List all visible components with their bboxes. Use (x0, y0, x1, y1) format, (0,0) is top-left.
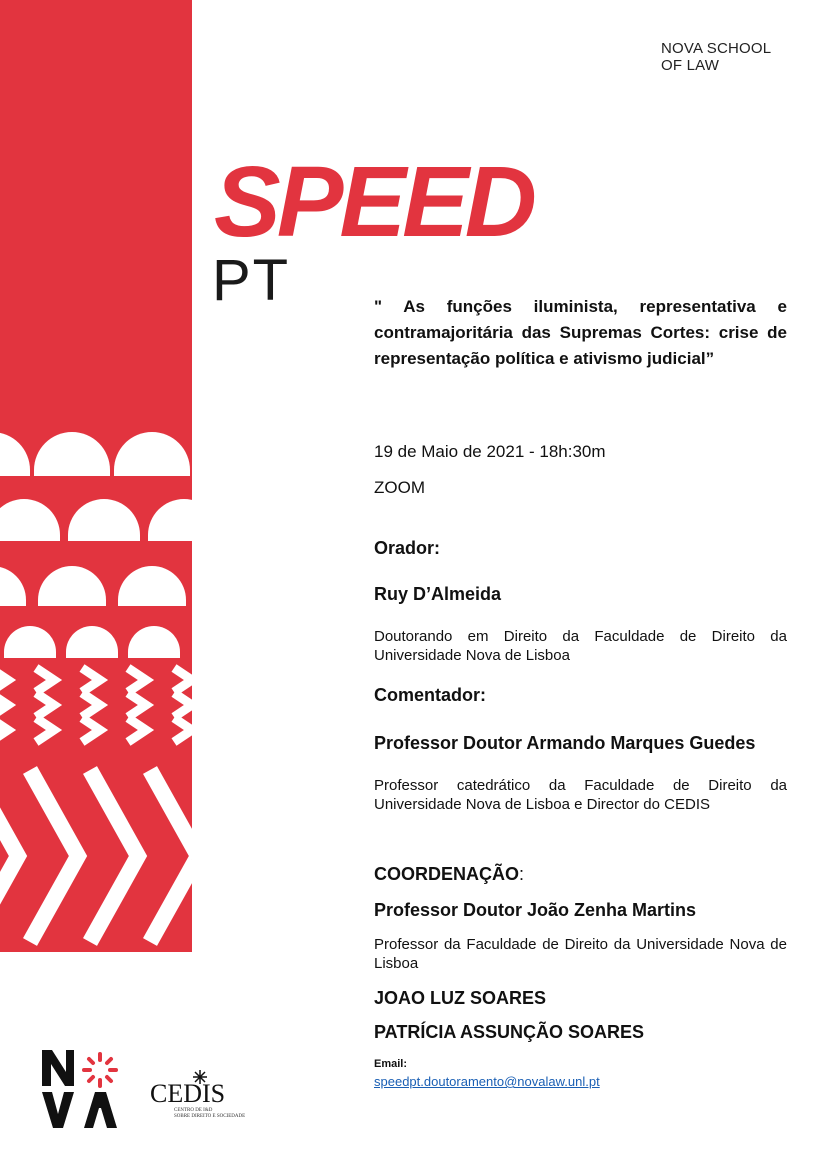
speaker-description: Doutorando em Direito da Faculdade de Direito da Universidade Nova de Lisboa (374, 628, 787, 664)
cedis-name: CEDIS (150, 1079, 226, 1108)
pt-wordmark: PT (212, 248, 291, 313)
speed-wordmark: SPEED (214, 146, 534, 258)
commentator-name: Professor Doutor Armando Marques Guedes (374, 733, 756, 753)
speaker-name: Ruy D’Almeida (374, 584, 502, 604)
decorative-banner (0, 0, 200, 960)
coordination-colon: : (519, 864, 525, 884)
cedis-tagline-1: CENTRO DE I&D (174, 1108, 213, 1113)
speaker-heading: Orador: (374, 538, 441, 558)
coordinator-member-3: PATRÍCIA ASSUNÇÃO SOARES (374, 1022, 645, 1042)
school-line-1: NOVA SCHOOL (661, 40, 772, 57)
event-date: 19 de Maio de 2021 - 18h:30m (374, 442, 606, 461)
coordinator-member-2: JOAO LUZ SOARES (374, 988, 547, 1008)
school-name (661, 40, 771, 74)
coordinator-name: Professor Doutor João Zenha Martins (374, 900, 697, 920)
cedis-tagline-2: SOBRE DIREITO E SOCIEDADE (174, 1114, 246, 1119)
commentator-description: Professor catedrático da Faculdade de Direito da Universidade Nova de Lisboa e Director do CEDIS (374, 777, 787, 813)
coordination-heading: COORDENAÇÃO (374, 864, 520, 884)
coordinator-description: Professor da Faculdade de Direito da Universidade Nova de Lisboa (374, 936, 787, 972)
cedis-star-icon (190, 1070, 210, 1084)
commentator-heading: Comentador: (374, 685, 486, 705)
event-location: ZOOM (374, 478, 425, 497)
coordination-heading-line (374, 863, 787, 885)
email-link[interactable]: speedpt.doutoramento@novalaw.unl.pt (374, 1074, 600, 1089)
talk-title: " As funções iluminista, representativa e contramajoritária das Supremas Cortes: crise de representação política e ativismo judicial” (374, 297, 787, 368)
email-label: Email: (374, 1058, 408, 1070)
nova-logo-icon (40, 1048, 120, 1130)
cedis-logo (150, 1080, 260, 1120)
school-line-2: OF LAW (661, 57, 720, 74)
